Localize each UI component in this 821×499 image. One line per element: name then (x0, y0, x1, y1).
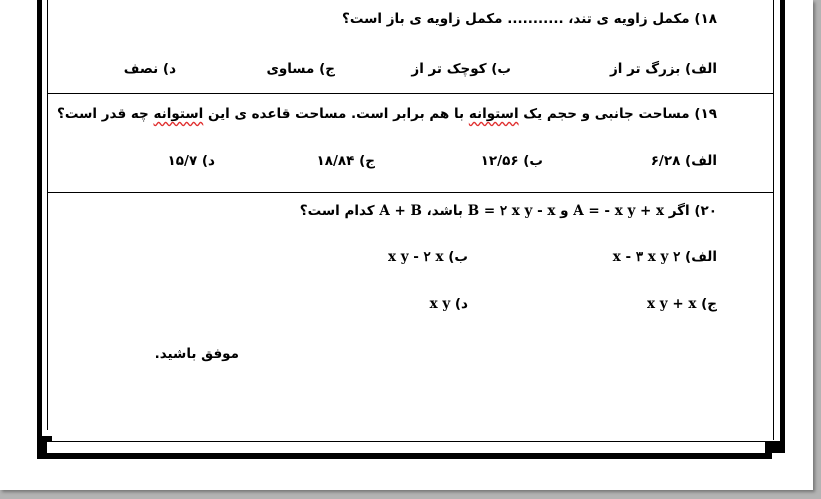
q20-option-expr: ۲ x - ۳ x y (612, 249, 681, 265)
q20-expr-b: B = ۲ x y - x (467, 203, 556, 219)
q20-option-c (647, 296, 717, 312)
page-border (37, 453, 772, 459)
q20-text: و (555, 203, 574, 219)
q19-option-c: ج) ۱۸/۸۴ (316, 153, 375, 169)
question-18: ۱۸) مکمل زاویه ی تند، ........... مکمل زاویه ی باز است؟ (342, 11, 717, 27)
q19-option-b: ب) ۱۲/۵۶ (480, 153, 543, 169)
question-20 (300, 203, 717, 219)
q18-option-b: ب) کوچک تر از (411, 61, 511, 77)
q20-expr-sum: A + B (379, 203, 422, 219)
q20-option-expr: x y + x (647, 296, 697, 312)
q20-option-d (430, 296, 468, 312)
q20-option-label: ب) (443, 249, 468, 265)
q19-option-d: د) ۱۵/۷ (167, 153, 215, 169)
question-divider (48, 93, 773, 94)
q20-text: ۲۰) اگر (664, 203, 717, 219)
page-border (780, 0, 785, 445)
page-border (37, 440, 47, 459)
q20-expr-a: A = - x y + x (573, 203, 665, 219)
q19-text: استوانه (153, 106, 204, 122)
q20-option-expr: x y (429, 296, 451, 312)
question-divider (48, 192, 773, 193)
q18-option-a: الف) بزرگ تر از (610, 61, 717, 77)
page-border (47, 441, 774, 442)
q20-option-expr: x y - ۲ x (387, 249, 444, 265)
page-border (47, 0, 48, 430)
q19-text: ۱۹) مساحت جانبی و حجم یک (518, 106, 717, 122)
q20-option-label: د) (450, 296, 468, 312)
question-19 (57, 106, 717, 122)
page-border (765, 441, 785, 453)
q20-text: کدام است؟ (299, 203, 380, 219)
q20-text: باشد، (421, 203, 468, 219)
q19-text: استوانه (468, 106, 519, 122)
closing-text: موفق باشید. (154, 346, 239, 362)
q19-text: با هم برابر است. مساحت قاعده ی این (203, 106, 469, 122)
q20-option-label: الف) (680, 249, 717, 265)
q20-option-b (388, 249, 468, 265)
q20-option-label: ج) (696, 296, 717, 312)
q18-option-c: ج) مساوی (266, 61, 335, 77)
q19-text: چه قدر است؟ (57, 106, 154, 122)
page-border (37, 0, 42, 440)
q18-option-d: د) نصف (123, 61, 176, 77)
q20-option-a (613, 249, 717, 265)
page-border (773, 0, 774, 440)
q19-option-a: الف) ۶/۲۸ (650, 153, 717, 169)
